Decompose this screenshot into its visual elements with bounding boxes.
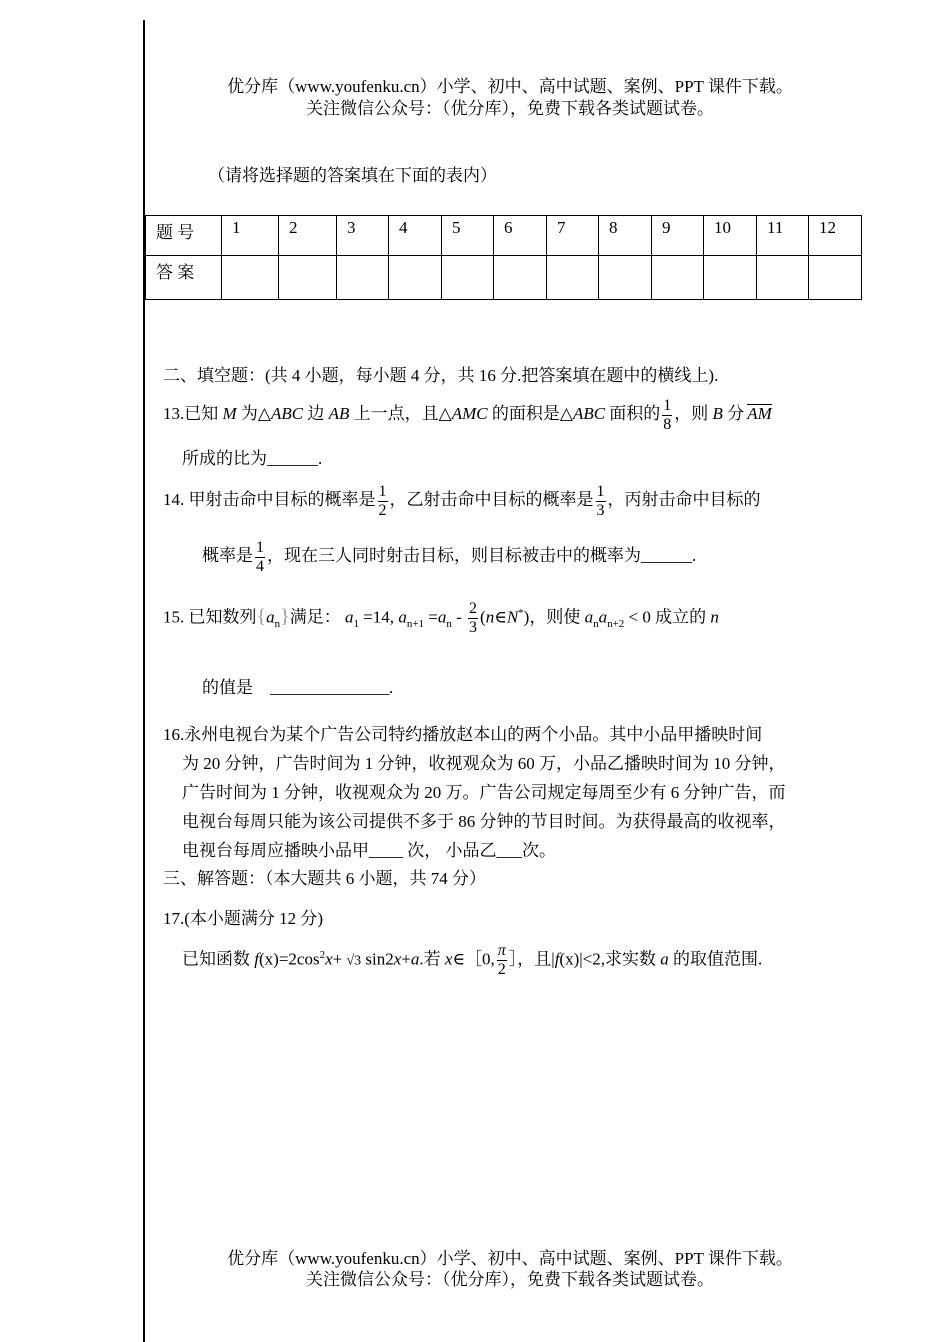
answer-cell[interactable]: [337, 256, 389, 300]
instruction: （请将选择题的答案填在下面的表内）: [208, 166, 497, 185]
var: x: [444, 949, 453, 969]
q-number-cell: 9: [652, 216, 704, 256]
q13-line1: [163, 392, 772, 436]
text: 次。: [522, 841, 556, 860]
q15-line1: [163, 590, 719, 647]
q16-blank-a[interactable]: ____: [369, 841, 403, 860]
q-number-cell: 8: [599, 216, 652, 256]
text: ，则: [674, 404, 713, 423]
var: n: [710, 607, 719, 627]
header-line-2: 关注微信公众号：（优分库），免费下载各类试题试卷。: [306, 99, 714, 118]
var: M: [222, 404, 237, 423]
text: 的取值范围.: [668, 949, 763, 969]
fraction: [662, 397, 672, 434]
q-number-cell: 5: [442, 216, 494, 256]
q13-number: 13.: [163, 404, 185, 423]
q17-head: 17.(本小题满分 12 分): [163, 909, 324, 928]
var: a: [344, 607, 354, 627]
answer-cell[interactable]: [442, 256, 494, 300]
text: 边: [303, 404, 329, 423]
answer-cell[interactable]: [547, 256, 599, 300]
footer-line-2: 关注微信公众号：（优分库），免费下载各类试题试卷。: [306, 1270, 714, 1289]
answer-cell[interactable]: [222, 256, 279, 300]
fraction: [497, 942, 507, 979]
header-line-1: 优分库（www.youfenku.cn）小学、初中、高中试题、案例、PPT 课件下载。: [227, 77, 793, 96]
answer-cell[interactable]: [704, 256, 757, 300]
var: f: [254, 949, 259, 969]
var: a: [410, 949, 420, 969]
var: AB: [328, 404, 350, 423]
footer-line-1: 优分库（www.youfenku.cn）小学、初中、高中试题、案例、PPT 课件下载。: [227, 1249, 793, 1268]
text: 成立的: [650, 607, 711, 627]
answer-cell[interactable]: [599, 256, 652, 300]
q15-number: 15.: [163, 607, 185, 627]
text: sin2: [361, 949, 394, 969]
q-number-cell: 10: [704, 216, 757, 256]
text: 永州电视台为某个广告公司特约播放赵本山的两个小品。其中小品甲播映时间: [184, 725, 763, 744]
text: |<2,求实数: [579, 949, 661, 969]
sqrt-3: √3: [346, 953, 362, 969]
subscript: n: [274, 618, 281, 631]
var: f: [554, 949, 560, 969]
q16-line4: 电视台每周只能为该公司提供不多于 86 分钟的节目时间。为获得最高的收视率，: [182, 812, 786, 831]
q16-number: 16.: [163, 725, 185, 744]
q15-blank[interactable]: ______________: [270, 678, 389, 697]
var: ABC: [572, 404, 606, 423]
text: +: [332, 949, 347, 969]
fraction: [468, 600, 478, 637]
text: 分: [722, 404, 745, 423]
frac-num: 1: [256, 538, 264, 556]
set-brace: }: [280, 605, 290, 628]
text: 为△: [236, 404, 271, 423]
text: 已知函数: [182, 949, 255, 969]
answer-cell[interactable]: [279, 256, 337, 300]
text: ，则使: [529, 607, 585, 627]
q15-line2: [202, 673, 393, 698]
text: 满足：: [289, 607, 341, 627]
var: n: [485, 607, 495, 627]
subscript: n: [446, 618, 452, 631]
text: .: [389, 678, 394, 697]
text: 的面积是△: [487, 404, 573, 423]
vector-AM: AM: [747, 404, 772, 423]
text: .若: [419, 949, 445, 969]
q-number-cell: 3: [337, 216, 389, 256]
answer-cell[interactable]: [494, 256, 547, 300]
superscript: *: [518, 607, 524, 619]
frac-num: 1: [596, 482, 605, 500]
text: 已知: [184, 404, 223, 423]
var: a: [584, 607, 594, 627]
q-number-cell: 7: [547, 216, 599, 256]
q14-line2: [202, 534, 696, 578]
frac-den: 2: [497, 961, 506, 979]
section2-title: 二、填空题：(共 4 小题，每小题 4 分，共 16 分.把答案填在题中的横线上).: [163, 366, 719, 385]
row-label-number: 题 号: [146, 216, 222, 256]
text: -: [451, 607, 467, 627]
table-row-answers: [146, 256, 862, 300]
frac-num: 2: [469, 600, 478, 618]
text: 次， 小品乙: [403, 841, 497, 860]
text: 概率是: [202, 546, 253, 565]
frac-num: π: [497, 942, 506, 960]
text: +: [401, 949, 411, 969]
q13-blank[interactable]: ______: [267, 449, 318, 468]
q13-line2: [182, 444, 322, 469]
fraction: [378, 483, 388, 520]
q-number-cell: 1: [222, 216, 279, 256]
frac-num: 1: [378, 482, 387, 500]
q-number-cell: 11: [757, 216, 809, 256]
text: =: [424, 607, 438, 627]
text: 面积的: [605, 404, 661, 423]
frac-den: 3: [596, 501, 605, 519]
text: 所成的比为: [182, 449, 267, 468]
text: =14,: [358, 607, 399, 627]
var: AMC: [451, 404, 488, 423]
text: ，丙射击命中目标的: [607, 490, 761, 509]
subscript: n+1: [406, 618, 425, 631]
q16-line1: [163, 720, 762, 745]
text: ，乙射击命中目标的概率是: [389, 490, 594, 509]
answer-cell[interactable]: [389, 256, 442, 300]
text: ，现在三人同时射击目标，则目标被击中的概率为: [267, 546, 641, 565]
var: N: [506, 607, 519, 627]
q-number-cell: 6: [494, 216, 547, 256]
subscript: n+2: [607, 618, 625, 631]
var: a: [598, 607, 608, 627]
q16-line5: [182, 836, 556, 861]
superscript: 2: [319, 949, 326, 961]
q16-line2: 为 20 分钟，广告时间为 1 分钟，收视观众为 60 万，小品乙播映时间为 10 分钟，: [182, 754, 786, 773]
q14-number: 14.: [163, 490, 185, 509]
var: B: [712, 404, 723, 423]
text: .: [692, 546, 697, 565]
text: (x): [559, 949, 580, 969]
table-row-numbers: [146, 216, 862, 256]
text: 的值是: [202, 678, 253, 697]
q-number-cell: 4: [389, 216, 442, 256]
q-number-cell: 2: [279, 216, 337, 256]
var: a: [437, 607, 447, 627]
fraction: [596, 483, 606, 520]
var: ABC: [271, 404, 304, 423]
set-brace: {: [256, 605, 267, 628]
answer-table: [145, 215, 862, 300]
text: ): [523, 607, 530, 627]
var: a: [398, 607, 407, 627]
q14-blank[interactable]: ______: [641, 546, 692, 565]
text: ］，且|: [508, 949, 555, 969]
frac-den: 4: [256, 557, 264, 575]
frac-num: 1: [663, 396, 672, 414]
answer-cell[interactable]: [652, 256, 704, 300]
text: 电视台每周应播映小品甲: [182, 841, 369, 860]
q-number-cell: 12: [809, 216, 862, 256]
section3-title: 三、解答题：（本大题共 6 小题，共 74 分）: [163, 869, 486, 888]
answer-cell[interactable]: [757, 256, 809, 300]
var: x: [325, 949, 333, 969]
text: ∈: [494, 607, 507, 627]
subscript: 1: [353, 618, 359, 631]
text: (x): [258, 949, 279, 969]
q16-line3: 广告时间为 1 分钟，收视观众为 20 万。广告公司规定每周至少有 6 分钟广告，而: [182, 783, 786, 802]
text: < 0: [624, 607, 651, 627]
subscript: n: [593, 618, 599, 631]
frac-den: 3: [469, 619, 478, 637]
text: (: [480, 607, 486, 627]
q14-line1: [163, 478, 761, 522]
text: =2cos: [278, 949, 320, 969]
text: ∈［0,: [452, 949, 495, 969]
var: a: [660, 949, 669, 969]
row-label-answer: 答 案: [146, 256, 222, 300]
fraction: [255, 539, 265, 576]
text: 上一点，且△: [349, 404, 452, 423]
frac-den: 2: [378, 501, 387, 519]
q16-blank-b[interactable]: ___: [496, 841, 522, 860]
q17-body: [182, 932, 762, 985]
text: .: [318, 449, 323, 468]
frac-den: 8: [663, 415, 672, 433]
text: 已知数列: [188, 607, 257, 627]
var: x: [393, 949, 402, 969]
var: a: [266, 607, 275, 627]
answer-cell[interactable]: [809, 256, 862, 300]
text: 甲射击命中目标的概率是: [188, 490, 376, 509]
